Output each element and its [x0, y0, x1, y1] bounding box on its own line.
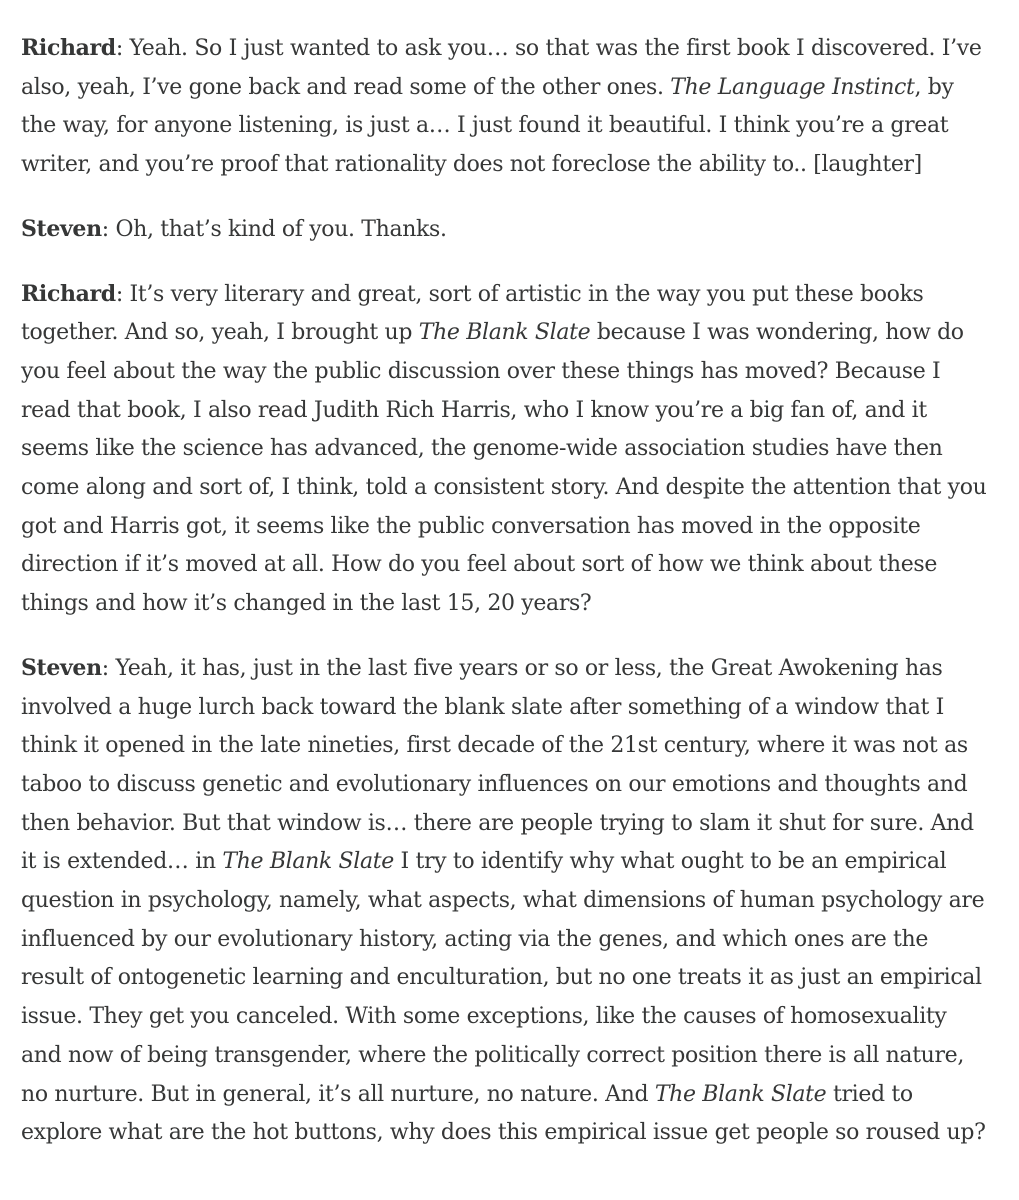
- paragraph-text: Oh, that’s kind of you. Thanks.: [115, 216, 447, 242]
- book-title: The Blank Slate: [654, 1081, 827, 1107]
- transcript-paragraph-3: Richard: It’s very literary and great, sort of artistic in the way you put these books together. And so, yeah, I brought up The Blank Slate because I was wondering, how do you feel about the way the public discussion over these things has moved? Because I read that book, I also read Judith Rich Harris, who I know you’re a big fan of, and it seems like the science has advanced, the genome-wide association studies have then come along and sort of, I think, told a consistent story. And despite the attention that you got and Harris got, it seems like the public conversation has moved in the opposite direction if it’s moved at all. How do you feel about sort of how we think about these things and how it’s changed in the last 15, 20 years?: [21, 280, 987, 617]
- transcript-paragraph-4: Steven: Yeah, it has, just in the last five years or so or less, the Great Awokening has involved a huge lurch back toward the blank slate after something of a window that I think it opened in the late nineties, first decade of the 21st century, where it was not as taboo to discuss genetic and evolutionary influences on our emotions and thoughts and then behavior. But that window is… there are people trying to slam it shut for sure. And it is extended… in The Blank Slate I try to identify why what ought to be an empirical question in psychology, namely, what aspects, what dimensions of human psychology are influenced by our evolutionary history, acting via the genes, and which ones are the result of ontogenetic learning and enculturation, but no one treats it as just an empirical issue. They get you canceled. With some exceptions, like the causes of homosexuality and now of being transgender, where the politically correct position there is all nature, no nurture. But in general, it’s all nurture, no nature. And The Blank Slate tried to explore what are the hot buttons, why does this empirical issue get people so roused up?: [21, 654, 986, 1146]
- paragraph-text: tried to explore what are the hot buttons, why does this empirical issue get people so roused up?: [21, 1081, 986, 1146]
- transcript-paragraph-2: Steven: Oh, that’s kind of you. Thanks.: [21, 215, 447, 242]
- speaker-name: Steven: [21, 215, 102, 242]
- paragraph-text: Yeah. So I just wanted to ask you… so that was the first book I discovered. I’ve also, yeah, I’ve gone back and read some of the other ones.: [21, 36, 982, 100]
- paragraph-text: I try to identify why what ought to be an empirical question in psychology, namely, what aspects, what dimensions of human psychology are influenced by our evolutionary history, acting via the genes, and which ones are the result of ontogenetic learning and enculturation, but no one treats it as just an empirical issue. They get you canceled. With some exceptions, like the causes of homosexuality and now of being transgender, where the politically correct position there is all nature, no nurture. But in general, it’s all nurture, no nature. And: [21, 849, 985, 1107]
- book-title: The Blank Slate: [418, 320, 591, 346]
- paragraph-text: because I was wondering, how do you feel about the way the public discussion over these things has moved? Because I read that book, I also read Judith Rich Harris, who I know you’re a big fan of, and it seems like the science has advanced, the genome-wide association studies have then come along and sort of, I think, told a consistent story. And despite the attention that you got and Harris got, it seems like the public conversation has moved in the opposite direction if it’s moved at all. How do you feel about sort of how we think about these things and how it’s changed in the last 15, 20 years?: [21, 320, 987, 617]
- transcript-paragraph-1: Richard: Yeah. So I just wanted to ask you… so that was the first book I discovered. I’ve also, yeah, I’ve gone back and read some of the other ones. The Language Instinct, by the way, for anyone listening, is just a… I just found it beautiful. I think you’re a great writer, and you’re proof that rationality does not foreclose the ability to.. [laughter]: [21, 35, 982, 178]
- speaker-name: Richard: [21, 280, 116, 307]
- book-title: The Blank Slate: [222, 849, 394, 875]
- paragraph-text: , by the way, for anyone listening, is just a… I just found it beautiful. I think you’re a great writer, and you’re proof that rationality does not foreclose the ability to.. [laughter]: [21, 74, 954, 178]
- speaker-name: Steven: [21, 654, 102, 681]
- paragraph-text: Yeah, it has, just in the last five years or so or less, the Great Awokening has involved a huge lurch back toward the blank slate after something of a window that I think it opened in the late nineties, first decade of the 21st century, where it was not as taboo to discuss genetic and evolutionary influences on our emotions and thoughts and then behavior. But that window is… there are people trying to slam it shut for sure. And it is extended… in: [21, 655, 974, 875]
- speaker-name: Richard: [21, 35, 116, 61]
- paragraph-text: It’s very literary and great, sort of artistic in the way you put these books together. And so, yeah, I brought up: [21, 281, 924, 346]
- transcript: [21, 29, 991, 1178]
- book-title: The Language Instinct: [670, 74, 915, 100]
